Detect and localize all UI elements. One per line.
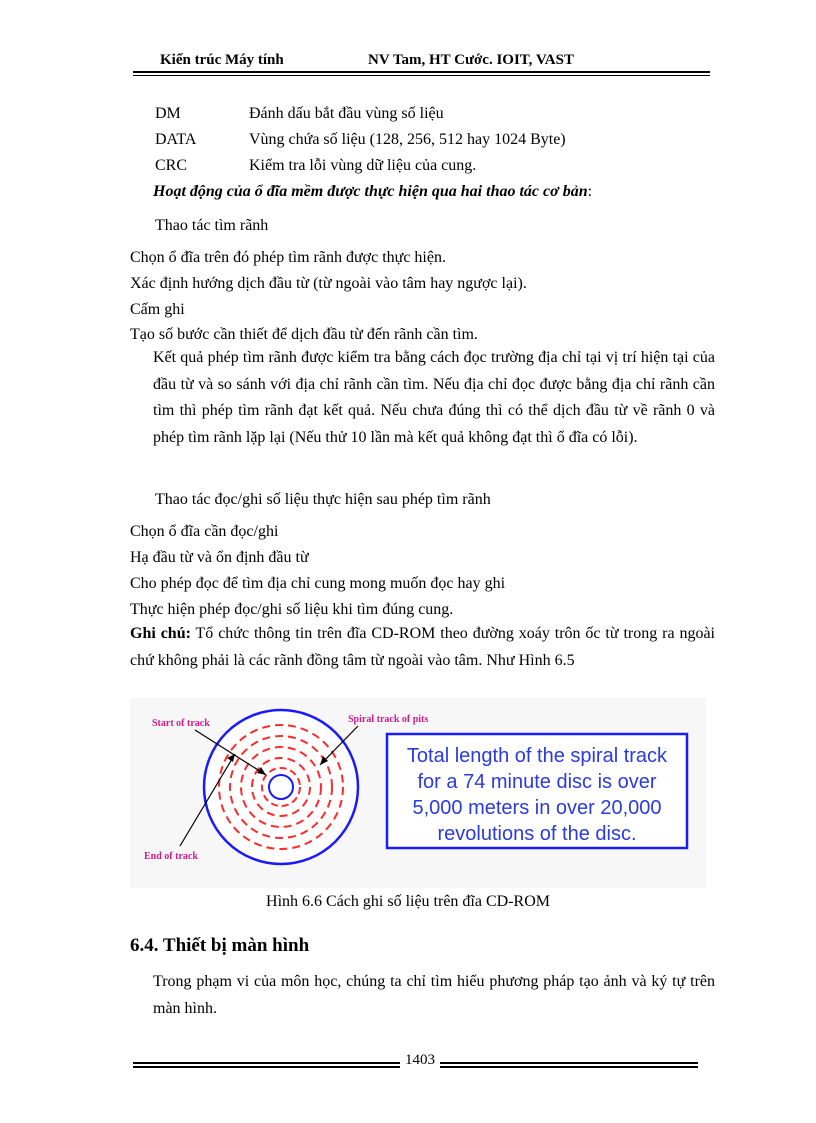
operation-heading-text: Hoạt động của ổ đĩa mềm được thực hiện qua hai thao tác cơ bản [153,183,588,200]
header-rule-bottom [133,75,710,76]
info-line-2: for a 74 minute disc is over [417,771,657,793]
seek-step-4: Tạo số bước cần thiết để dịch đầu từ đến rãnh cần tìm. [130,326,478,343]
seek-title: Thao tác tìm rãnh [155,217,269,234]
seek-result-paragraph: Kết quả phép tìm rãnh được kiểm tra bằng cách đọc trường địa chỉ tại vị trí hiện tại của đầu từ và so sánh với địa chỉ rãnh cần tìm. Nếu địa chỉ đọc được bằng địa chỉ rãnh cần tìm thì phép tìm rãnh đạt kết quả. Nếu chưa đúng thì có thể dịch đầu từ về rãnh 0 và phép tìm rãnh lặp lại (Nếu thử 10 lần mà kết quả không đạt thì ổ đĩa có lỗi). [153,349,715,446]
def-desc-data: Vùng chứa số liệu (128, 256, 512 hay 1024 Byte) [249,131,566,148]
page-header [160,52,720,72]
footer-rule-left-2 [133,1066,400,1068]
info-line-1: Total length of the spiral track [406,745,668,767]
header-authors: NV Tam, HT Cước. IOIT, VAST [368,52,574,68]
seek-step-2: Xác định hướng dịch đầu từ (từ ngoài vào tâm hay ngược lại). [130,275,527,292]
def-desc-dm: Đánh dấu bắt đầu vùng số liệu [249,105,444,122]
footer-rule-left-1 [133,1062,400,1064]
rw-step-2: Hạ đầu từ và ổn định đầu từ [130,549,309,566]
operation-heading-colon: : [587,183,593,200]
cdrom-figure-svg [130,698,706,888]
seek-step-1: Chọn ổ đĩa trên đó phép tìm rãnh được thực hiện. [130,249,446,266]
def-term-dm: DM [155,105,181,122]
header-title: Kiến trúc Máy tính [160,52,284,68]
seek-step-3: Cấm ghi [130,301,185,318]
note-label: Ghi chú: [130,625,191,642]
label-start-of-track: Start of track [152,718,210,729]
figure-caption: Hình 6.6 Cách ghi số liệu trên đĩa CD-ROM [266,893,550,910]
header-rule-top [133,71,710,73]
operation-heading [153,182,592,202]
note-text: Tổ chức thông tin trên đĩa CD-ROM theo đường xoáy trôn ốc từ trong ra ngoài chứ không phải là các rãnh đồng tâm từ ngoài vào tâm. Như Hình 6.5 [130,625,715,669]
info-line-3: 5,000 meters in over 20,000 [412,797,662,819]
def-term-crc: CRC [155,157,188,174]
page-number: 1403 [405,1052,435,1068]
info-line-4: revolutions of the disc. [437,823,637,845]
footer-rule-right-2 [440,1066,698,1068]
def-desc-crc: Kiểm tra lỗi vùng dữ liệu của cung. [249,157,477,174]
rw-step-3: Cho phép đọc để tìm địa chỉ cung mong muốn đọc hay ghi [130,575,506,592]
cdrom-spiral-figure [130,698,706,888]
rw-step-4: Thực hiện phép đọc/ghi số liệu khi tìm đúng cung. [130,601,454,618]
label-spiral-track: Spiral track of pits [348,714,429,725]
label-end-of-track: End of track [144,851,198,862]
def-term-data: DATA [155,131,197,148]
section-paragraph: Trong phạm vi của môn học, chúng ta chỉ tìm hiểu phương pháp tạo ảnh và ký tự trên màn hình. [153,973,715,1017]
section-title: 6.4. Thiết bị màn hình [130,935,310,956]
disc-center-hole [269,775,293,799]
rw-step-1: Chọn ổ đĩa cần đọc/ghi [130,523,279,540]
rw-title: Thao tác đọc/ghi số liệu thực hiện sau phép tìm rãnh [155,491,491,508]
note-paragraph [130,621,715,674]
footer-rule-right-1 [440,1062,698,1064]
